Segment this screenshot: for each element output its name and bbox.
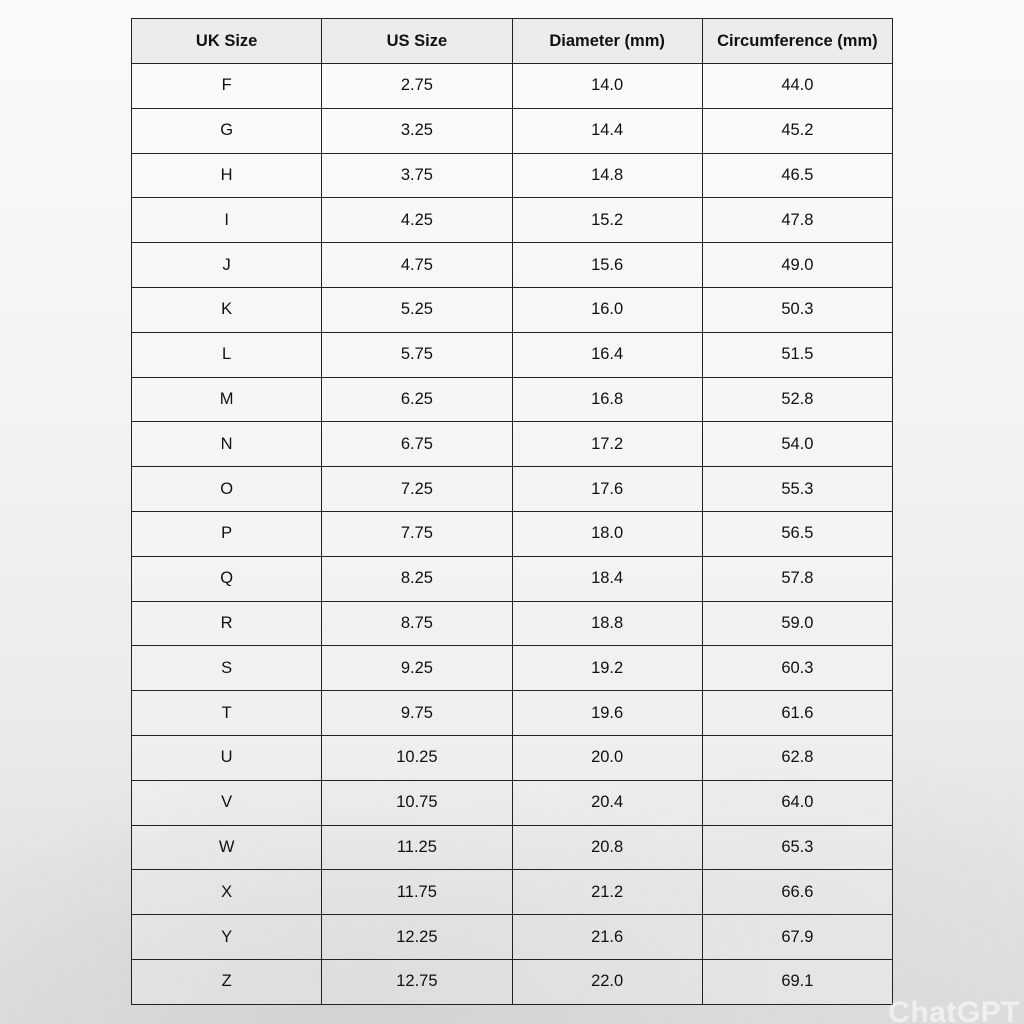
- cell-diameter: 18.4: [512, 556, 702, 601]
- cell-diameter: 14.0: [512, 64, 702, 109]
- table-row: [132, 511, 893, 556]
- cell-circumference: 66.6: [702, 870, 892, 915]
- table-row: [132, 735, 893, 780]
- table-row: [132, 959, 893, 1004]
- cell-circumference: 54.0: [702, 422, 892, 467]
- table-row: [132, 870, 893, 915]
- cell-diameter: 19.2: [512, 646, 702, 691]
- cell-uk-size: R: [132, 601, 322, 646]
- cell-uk-size: Z: [132, 959, 322, 1004]
- cell-diameter: 17.6: [512, 467, 702, 512]
- table-row: [132, 915, 893, 960]
- cell-us-size: 9.25: [322, 646, 512, 691]
- cell-circumference: 59.0: [702, 601, 892, 646]
- cell-circumference: 50.3: [702, 287, 892, 332]
- cell-circumference: 45.2: [702, 108, 892, 153]
- cell-uk-size: Q: [132, 556, 322, 601]
- cell-diameter: 16.4: [512, 332, 702, 377]
- cell-diameter: 16.0: [512, 287, 702, 332]
- table-row: [132, 108, 893, 153]
- cell-diameter: 15.6: [512, 243, 702, 288]
- table-row: [132, 467, 893, 512]
- table-row: [132, 287, 893, 332]
- cell-circumference: 56.5: [702, 511, 892, 556]
- table-row: [132, 780, 893, 825]
- table-row: [132, 556, 893, 601]
- cell-us-size: 8.75: [322, 601, 512, 646]
- cell-diameter: 18.8: [512, 601, 702, 646]
- cell-us-size: 3.75: [322, 153, 512, 198]
- cell-circumference: 64.0: [702, 780, 892, 825]
- table-body: [132, 64, 893, 1005]
- cell-diameter: 21.6: [512, 915, 702, 960]
- cell-uk-size: G: [132, 108, 322, 153]
- table-row: [132, 601, 893, 646]
- cell-uk-size: T: [132, 691, 322, 736]
- cell-diameter: 14.4: [512, 108, 702, 153]
- cell-circumference: 61.6: [702, 691, 892, 736]
- cell-uk-size: X: [132, 870, 322, 915]
- cell-us-size: 7.25: [322, 467, 512, 512]
- cell-circumference: 62.8: [702, 735, 892, 780]
- table-row: [132, 332, 893, 377]
- header-circumference: Circumference (mm): [702, 19, 892, 64]
- cell-diameter: 21.2: [512, 870, 702, 915]
- cell-uk-size: O: [132, 467, 322, 512]
- cell-circumference: 57.8: [702, 556, 892, 601]
- table-row: [132, 243, 893, 288]
- cell-uk-size: I: [132, 198, 322, 243]
- cell-circumference: 44.0: [702, 64, 892, 109]
- cell-us-size: 12.75: [322, 959, 512, 1004]
- watermark: ChatGPT: [888, 996, 1020, 1024]
- table-row: [132, 153, 893, 198]
- cell-us-size: 4.75: [322, 243, 512, 288]
- header-us-size: US Size: [322, 19, 512, 64]
- cell-uk-size: P: [132, 511, 322, 556]
- cell-diameter: 16.8: [512, 377, 702, 422]
- cell-diameter: 18.0: [512, 511, 702, 556]
- cell-uk-size: S: [132, 646, 322, 691]
- cell-circumference: 55.3: [702, 467, 892, 512]
- cell-circumference: 67.9: [702, 915, 892, 960]
- cell-diameter: 20.0: [512, 735, 702, 780]
- cell-us-size: 7.75: [322, 511, 512, 556]
- cell-us-size: 9.75: [322, 691, 512, 736]
- cell-uk-size: Y: [132, 915, 322, 960]
- table-row: [132, 825, 893, 870]
- cell-us-size: 8.25: [322, 556, 512, 601]
- cell-uk-size: K: [132, 287, 322, 332]
- cell-uk-size: W: [132, 825, 322, 870]
- cell-circumference: 60.3: [702, 646, 892, 691]
- cell-circumference: 51.5: [702, 332, 892, 377]
- header-row: [132, 19, 893, 64]
- cell-uk-size: U: [132, 735, 322, 780]
- cell-uk-size: H: [132, 153, 322, 198]
- cell-uk-size: F: [132, 64, 322, 109]
- cell-us-size: 6.75: [322, 422, 512, 467]
- table-row: [132, 646, 893, 691]
- cell-us-size: 11.25: [322, 825, 512, 870]
- cell-us-size: 6.25: [322, 377, 512, 422]
- cell-us-size: 11.75: [322, 870, 512, 915]
- ring-size-table: [131, 18, 893, 1005]
- cell-circumference: 49.0: [702, 243, 892, 288]
- cell-diameter: 20.4: [512, 780, 702, 825]
- cell-uk-size: L: [132, 332, 322, 377]
- cell-us-size: 4.25: [322, 198, 512, 243]
- cell-us-size: 10.75: [322, 780, 512, 825]
- cell-uk-size: M: [132, 377, 322, 422]
- cell-diameter: 19.6: [512, 691, 702, 736]
- cell-diameter: 22.0: [512, 959, 702, 1004]
- cell-us-size: 5.75: [322, 332, 512, 377]
- table-row: [132, 377, 893, 422]
- table-row: [132, 422, 893, 467]
- cell-us-size: 12.25: [322, 915, 512, 960]
- cell-circumference: 65.3: [702, 825, 892, 870]
- table-row: [132, 64, 893, 109]
- header-diameter: Diameter (mm): [512, 19, 702, 64]
- header-uk-size: UK Size: [132, 19, 322, 64]
- cell-us-size: 5.25: [322, 287, 512, 332]
- cell-diameter: 14.8: [512, 153, 702, 198]
- cell-us-size: 2.75: [322, 64, 512, 109]
- cell-circumference: 52.8: [702, 377, 892, 422]
- cell-circumference: 46.5: [702, 153, 892, 198]
- table-row: [132, 198, 893, 243]
- cell-diameter: 17.2: [512, 422, 702, 467]
- cell-us-size: 10.25: [322, 735, 512, 780]
- cell-uk-size: J: [132, 243, 322, 288]
- cell-circumference: 47.8: [702, 198, 892, 243]
- cell-us-size: 3.25: [322, 108, 512, 153]
- table-row: [132, 691, 893, 736]
- cell-diameter: 20.8: [512, 825, 702, 870]
- cell-circumference: 69.1: [702, 959, 892, 1004]
- cell-diameter: 15.2: [512, 198, 702, 243]
- cell-uk-size: V: [132, 780, 322, 825]
- cell-uk-size: N: [132, 422, 322, 467]
